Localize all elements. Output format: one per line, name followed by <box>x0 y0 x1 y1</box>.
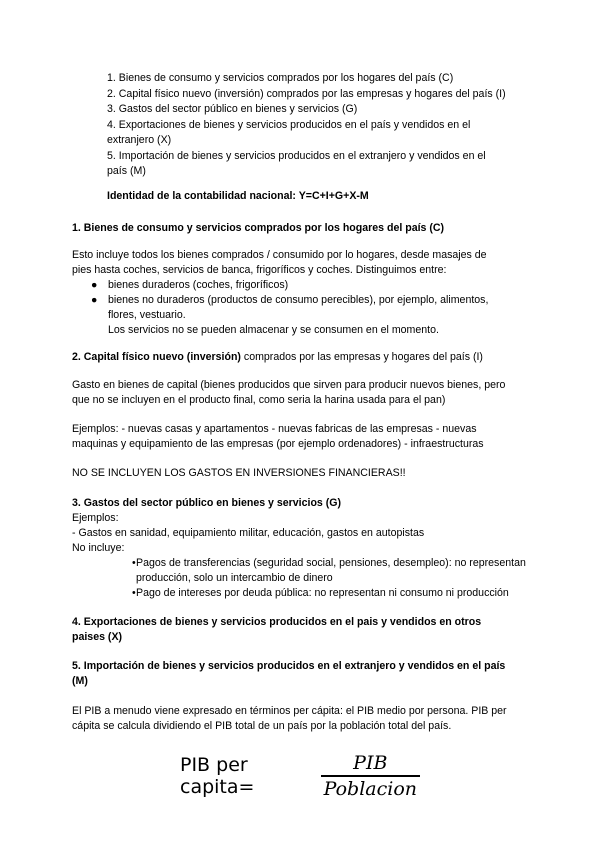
sub-bullet-item: • Pago de intereses por deuda pública: no representan ni consumo ni producción <box>132 587 509 599</box>
paragraph-line: Gasto en bienes de capital (bienes producidos que sirven para producir nuevos bienes, pero <box>72 379 506 391</box>
section2-body <box>72 378 534 408</box>
bullet-dot-icon: • <box>132 557 136 569</box>
section4-title: 4. Exportaciones de bienes y servicios producidos en el pais y vendidos en otros paises (X) <box>72 616 482 643</box>
paragraph-line: que no se incluyen en el producto final, como seria la harina usada para el pan) <box>72 394 446 406</box>
pib-per-capita-formula <box>180 748 420 804</box>
intro-list <box>107 71 527 180</box>
sub-bullet-item: • Pagos de transferencias (seguridad social, pensiones, desempleo): no representan <box>132 557 526 569</box>
paragraph-line: pies hasta coches, servicios de banca, frigoríficos y coches. Distinguimos entre: <box>72 264 447 276</box>
formula-fraction <box>321 751 420 801</box>
bullet-item: ● bienes duraderos (coches, frigoríficos) <box>91 279 289 291</box>
paragraph-line: - Gastos en sanidad, equipamiento militar, educación, gastos en autopistas <box>72 527 425 539</box>
paragraph-line: Ejemplos: - nuevas casas y apartamentos - nuevas fabricas de las empresas - nuevas <box>72 423 477 435</box>
formula-numerator: PIB <box>353 752 388 775</box>
section3-title: 3. Gastos del sector público en bienes y servicios (G) <box>72 497 342 509</box>
intro-item: 5. Importación de bienes y servicios producidos en el extranjero y vendidos en el <box>107 149 486 162</box>
formula-denominator: Poblacion <box>323 777 417 800</box>
formula-lhs: PIB per capita= <box>180 754 255 798</box>
accounting-identity: Identidad de la contabilidad nacional: Y=C+I+G+X-M <box>107 190 369 202</box>
bullet-continuation: flores, vestuario. <box>108 309 186 321</box>
bullet-dot-icon: ● <box>91 279 98 291</box>
section2-examples <box>72 422 534 452</box>
bullet-dot-icon: • <box>132 587 136 599</box>
pib-paragraph: El PIB a menudo viene expresado en términos per cápita: el PIB medio por persona. PIB per cápita se calcula dividiendo el PIB total de un país por la población total del país. <box>72 705 507 732</box>
intro-item: 1. Bienes de consumo y servicios comprados por los hogares del país (C) <box>107 72 454 84</box>
services-note: Los servicios no se pueden almacenar y se consumen en el momento. <box>108 324 439 336</box>
intro-item: 4. Exportaciones de bienes y servicios producidos en el país y vendidos en el <box>107 118 471 131</box>
bullet-item: ● bienes no duraderos (productos de consumo perecibles), por ejemplo, alimentos, <box>91 294 489 306</box>
bullet-dot-icon: ● <box>91 294 98 306</box>
section2-title: 2. Capital físico nuevo (inversión) comprados por las empresas y hogares del país (I) <box>72 351 483 363</box>
paragraph-line: No incluye: <box>72 542 125 554</box>
section2-caps-note: NO SE INCLUYEN LOS GASTOS EN INVERSIONES FINANCIERAS!! <box>72 467 406 479</box>
paragraph-line: Ejemplos: <box>72 512 119 524</box>
intro-item: 2. Capital físico nuevo (inversión) comprados por las empresas y hogares del país (I) <box>107 87 506 100</box>
section3 <box>72 496 534 601</box>
intro-item: 3. Gastos del sector público en bienes y servicios (G) <box>107 103 358 115</box>
intro-item: extranjero (X) <box>107 134 172 146</box>
paragraph-line: Esto incluye todos los bienes comprados / consumido por lo hogares, desde masajes de <box>72 249 487 261</box>
section1-title: 1. Bienes de consumo y servicios comprados por los hogares del país (C) <box>72 222 445 234</box>
section5-title: 5. Importación de bienes y servicios producidos en el extranjero y vendidos en el país (M) <box>72 660 506 687</box>
sub-bullet-continuation: producción, solo un intercambio de dinero <box>136 572 333 584</box>
section1-body <box>72 248 534 338</box>
paragraph-line: maquinas y equipamiento de las empresas (por ejemplo ordenadores) - infraestructuras <box>72 438 484 450</box>
intro-item: país (M) <box>107 165 146 177</box>
